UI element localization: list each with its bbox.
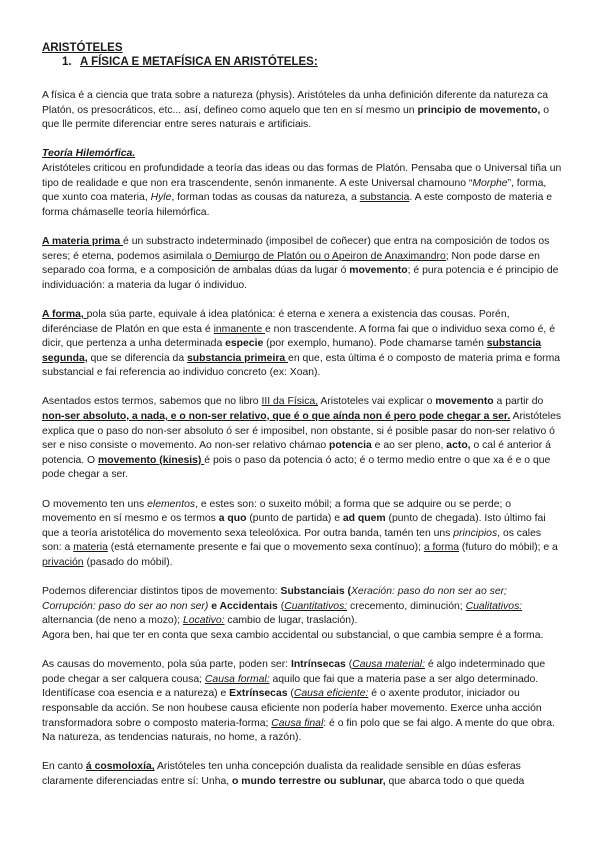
paragraph-movement-types: Podemos diferenciar distintos tipos de movemento: Substanciais (Xeración: paso do non ser ao ser; Corrupción: paso do ser ao non ser) e Accidentais (Cuantitativos: crecemento, diminución; Cualitativos: alternancia (de neno a mozo); Locativo: cambio de lugar, traslación). bbox=[42, 586, 523, 627]
paragraph-prime-matter: A materia prima é un substracto indeterminado (imposibel de coñecer) que entra na composición de todos os seres; é eterna, podemos asimilala o Demiurgo de Platón ou o Apeiron de Anaximandro; Non pode darse en separado coa forma, e a composición de ambalas dúas da lugar ó movemento; é pura potencia e é principio de individuación: a materia da lugar ó individuo. bbox=[42, 235, 559, 291]
paragraph-cosmology: En canto á cosmoloxía, Aristóteles ten unha concepción dualista da realidade sensible en dúas esferas claramente diferenciadas entre sí: Unha, o mundo terrestre ou sublunar, que abarca todo o que queda bbox=[42, 761, 525, 787]
paragraph-physics-definition: A física é a ciencia que trata sobre a natureza (physis). Aristóteles da unha definición diferente da natureza ca Platón, os presocráticos, etc... así, defineo como aquelo que ten en sí mesmo un principio de movemento, o que lle permite diferenciar entre seres naturais e artificiais. bbox=[42, 90, 550, 131]
section-number: 1. bbox=[62, 56, 72, 68]
paragraph-causes: As causas do movemento, pola súa parte, poden ser: Intrínsecas (Causa material: é algo indeterminado que pode chegar a ser calquera cousa; Causa formal: aquilo que fai que a materia pase a ser algo determinado. Identifícase coa esencia e a natureza) e Extrínsecas (Causa eficiente: é o axente produtor, iniciador ou responsable da acción. Se non houbese causa eficiente non podería haber movemento. Exerce unha acción transformadora sobre o composto materia-forma; Causa final: é o fin polo que se fai algo. A mente do que obra. Na natureza, as tendencias naturais, no home, a razón). bbox=[42, 659, 555, 744]
document-page bbox=[42, 41, 562, 790]
paragraph-form: A forma, pola súa parte, equivale á idea platónica: é eterna e xenera a existencia das cousas. Porén, diferénciase de Platón en que esta é inmanente e non trascendente. A forma fai que o individuo sexa como é, é dicir, que pertenza a unha determinada especie (por exemplo, humano). Pode chamarse tamén substancia segunda, que se diferencia da substancia primeira en que, esta última é o composto de materia prima e forma substancial e fai referencia ao individuo concreto (ex: Xoan). bbox=[42, 308, 561, 379]
paragraph-movement: Asentados estos termos, sabemos que no libro III da Física, Aristoteles vai explicar o movemento a partir do non-ser absoluto, a nada, e o non-ser relativo, que é o que aínda non é pero pode chegar a ser. Aristóteles explica que o paso do non-ser absoluto ó ser é imposibel, non obstante, si é posible pasar do non-ser relativo ó ser e niso consiste o movemento. Ao non-ser relativo chámao potencia e ao ser pleno, acto, o cal é anterior á potencia. O movemento (kinesis) é pois o paso da potencia ó acto; é o termo medio entre o que xa é e o que pode chegar a ser. bbox=[42, 396, 562, 481]
section-heading bbox=[62, 55, 562, 69]
heading-hylomorphic-theory: Teoría Hilemórfica. bbox=[42, 148, 136, 160]
paragraph-form-change: Agora ben, hai que ter en conta que sexa cambio accidental ou substancial, o que cambia sempre é a forma. bbox=[42, 629, 544, 641]
document-title: ARISTÓTELES bbox=[42, 42, 123, 54]
paragraph-hylomorphic-theory: Aristóteles criticou en profundidade a teoría das ideas ou das formas de Platón. Pensaba que o Universal tiña un tipo de realidade e que non era trascendente, senón inmanente. A este Universal chamouno “Morphe”, forma, que xunto coa materia, Hyle, forman todas as cousas da natureza, a substancia. A este composto de materia e forma chámaselle teoría hilemórfica. bbox=[42, 162, 562, 218]
paragraph-movement-elements: O movemento ten uns elementos, e estes son: o suxeito móbil; a forma que se adquire ou se perde; o movemento en sí mesmo e os termos a quo (punto de partida) e ad quem (punto de chegada). Isto último fai que a teoría aristotélica do movemento sexa teleolóxica. Por outra banda, tamén ten uns principios, os cales son: a materia (está eternamente presente e fai que o movemento sexa contínuo); a forma (futuro do móbil); e a privación (pasado do móbil). bbox=[42, 498, 558, 568]
section-title: A FÍSICA E METAFÍSICA EN ARISTÓTELES: bbox=[80, 56, 318, 68]
